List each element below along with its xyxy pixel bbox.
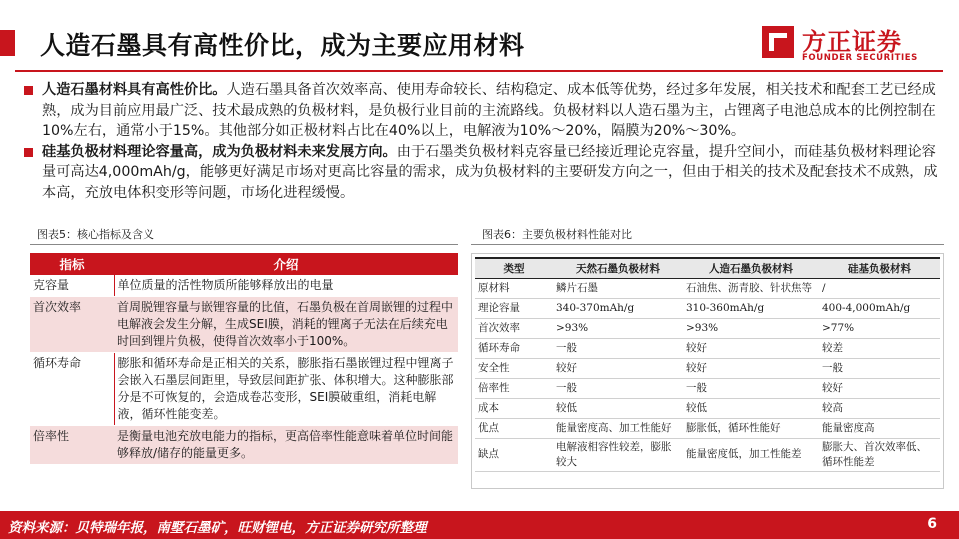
table-cell: 较差 [819, 338, 940, 358]
table-cell: 首次效率 [30, 297, 114, 353]
table-row [475, 338, 940, 358]
anode-comparison-table [475, 257, 940, 472]
table-cell: 石油焦、沥青胶、针状焦等 [683, 278, 819, 298]
title-accent-bar [0, 30, 15, 56]
table6-caption-divider [471, 244, 944, 245]
bullet-text: 人造石墨具备首次效率高、使用寿命较长、结构稳定、成本低等优势，经过多年发展，相关技术和配套工艺已经成熟，成为目前应用最广泛、技术最成熟的负极材料，是负极行业目前的主流路线。负极材料以人造石墨为主，占锂离子电池总成本的比例控制在10%左右，通常小于15%。其他部分如正极材料占比在40%以上，电解液为10%～20%，隔膜为20%～30%。 [42, 82, 936, 139]
table-cell: 较好 [683, 358, 819, 378]
table-cell: 理论容量 [475, 298, 553, 318]
anode-comparison-table-frame [471, 253, 944, 489]
table-row [30, 275, 458, 297]
table-cell: 一般 [553, 338, 683, 358]
table-cell: 能量密度高、加工性能好 [553, 418, 683, 438]
bullet-lead: 硅基负极材料理论容量高，成为负极材料未来发展方向。 [42, 143, 397, 160]
table-cell: 一般 [553, 378, 683, 398]
table-row [30, 297, 458, 353]
table-cell: 倍率性 [30, 426, 114, 465]
table-cell: 电解液相容性较差，膨胀较大 [553, 438, 683, 471]
table-cell: 310-360mAh/g [683, 298, 819, 318]
table-cell: 优点 [475, 418, 553, 438]
table-cell: 首周脱锂容量与嵌锂容量的比值，石墨负极在首周嵌锂的过程中电解液会发生分解，生成SEI膜，消耗的锂离子无法在后续充电时回到锂片负极，使得首次效率小于100%。 [114, 297, 458, 353]
table-cell: / [819, 278, 940, 298]
table-header-row [30, 253, 458, 275]
bullet-text: 由于石墨类负极材料克容量已经接近理论克容量，提升空间小，而硅基负极材料理论容量可高达4,000mAh/g，能够更好满足市场对更高比容量的需求，成为负极材料的主要研发方向之一，但由于相关的技术及配套技术不成熟，成本高，充放电体积变形等问题，市场化进程缓慢。 [42, 143, 938, 201]
table-row [475, 438, 940, 471]
table-header-row [475, 258, 940, 278]
founder-logo-icon [760, 24, 796, 60]
table-cell: 循环寿命 [30, 353, 114, 426]
table-cell: 一般 [683, 378, 819, 398]
table-cell: 单位质量的活性物质所能够释放出的电量 [114, 275, 458, 297]
footer-bar [0, 511, 959, 539]
table-row [475, 358, 940, 378]
table-cell: 较好 [553, 358, 683, 378]
table-row [475, 378, 940, 398]
header-divider [15, 70, 943, 72]
table-row [475, 398, 940, 418]
table-row [475, 298, 940, 318]
table-cell: 首次效率 [475, 318, 553, 338]
table-cell: 膨胀和循环寿命是正相关的关系，膨胀指石墨嵌锂过程中锂离子会嵌入石墨层间距里，导致层间距扩张、体积增大。这种膨胀部分是不可恢复的，会造成卷芯变形，SEI膜破重组，消耗电解液，循环性能变差。 [114, 353, 458, 426]
bullet-list [22, 80, 942, 203]
bullet-item-artificial-graphite [22, 80, 942, 142]
page-number: 6 [927, 516, 937, 532]
logo-chinese-name: 方正证券 [802, 28, 902, 56]
table-cell: 340-370mAh/g [553, 298, 683, 318]
table-cell: >77% [819, 318, 940, 338]
table-header-cell: 人造石墨负极材料 [683, 258, 819, 278]
table5-caption: 图表5：核心指标及含义 [37, 228, 154, 241]
table6-caption: 图表6：主要负极材料性能对比 [482, 228, 632, 241]
table-row [475, 278, 940, 298]
source-note: 资料来源：贝特瑞年报，南墅石墨矿，旺财锂电，方正证券研究所整理 [8, 520, 427, 536]
table-row [475, 418, 940, 438]
page-title: 人造石墨具有高性价比，成为主要应用材料 [40, 31, 525, 60]
table-cell: 循环寿命 [475, 338, 553, 358]
logo-english-name: FOUNDER SECURITIES [802, 53, 918, 63]
table-cell: 安全性 [475, 358, 553, 378]
bullet-square-icon [24, 86, 33, 95]
table-cell: 较低 [553, 398, 683, 418]
table-header-cell: 指标 [30, 253, 114, 275]
bullet-lead: 人造石墨材料具有高性价比。 [42, 82, 227, 98]
table-cell: 400-4,000mAh/g [819, 298, 940, 318]
table-header-cell: 类型 [475, 258, 553, 278]
bullet-square-icon [24, 148, 33, 157]
table-cell: 膨胀大、首次效率低、循环性能差 [819, 438, 940, 471]
table-header-cell: 天然石墨负极材料 [553, 258, 683, 278]
table-row [30, 426, 458, 465]
table-cell: 克容量 [30, 275, 114, 297]
table-cell: 成本 [475, 398, 553, 418]
table-cell: 能量密度高 [819, 418, 940, 438]
table-cell: 一般 [819, 358, 940, 378]
core-indicators-table [30, 253, 458, 465]
table-cell: 鳞片石墨 [553, 278, 683, 298]
table-cell: 较好 [683, 338, 819, 358]
table-header-cell: 硅基负极材料 [819, 258, 940, 278]
table-cell: 缺点 [475, 438, 553, 471]
table-header-cell: 介绍 [114, 253, 458, 275]
table-cell: 较好 [819, 378, 940, 398]
table-row [30, 353, 458, 426]
table-cell: 能量密度低，加工性能差 [683, 438, 819, 471]
table5-caption-divider [30, 244, 458, 245]
table-cell: >93% [683, 318, 819, 338]
table-cell: 膨胀低，循环性能好 [683, 418, 819, 438]
table-cell: 是衡量电池充放电能力的指标，更高倍率性能意味着单位时间能够释放/储存的能量更多。 [114, 426, 458, 465]
table-row [475, 318, 940, 338]
table-cell: 较高 [819, 398, 940, 418]
table-cell: 原材料 [475, 278, 553, 298]
table-cell: 较低 [683, 398, 819, 418]
company-logo [760, 22, 950, 66]
table-cell: 倍率性 [475, 378, 553, 398]
table-cell: >93% [553, 318, 683, 338]
bullet-item-silicon-anode [22, 142, 942, 204]
